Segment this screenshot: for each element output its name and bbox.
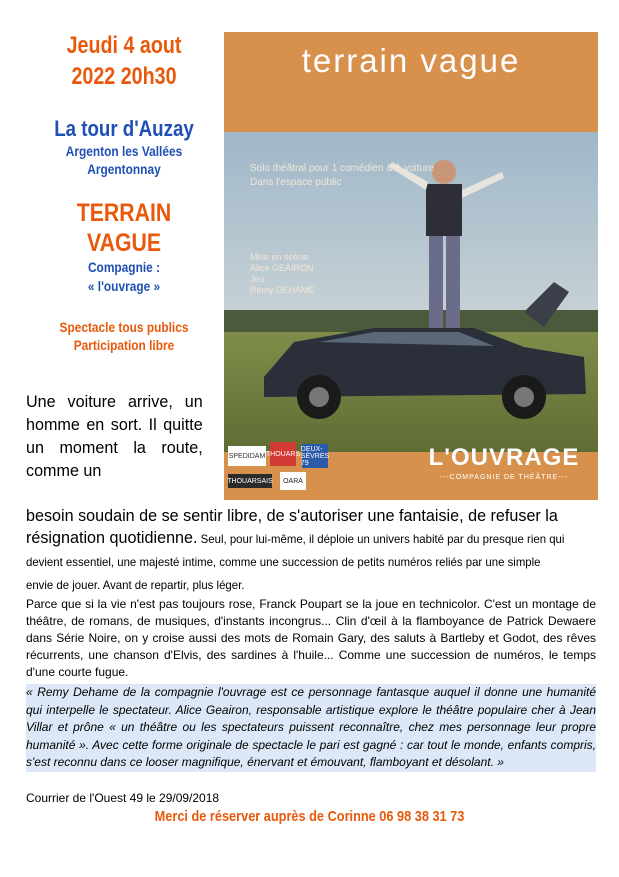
sponsor-logo-spedidam: SPEDIDAM bbox=[228, 446, 266, 466]
intro-body: Seul, pour lui-même, il déploie un univers habité par du presque rien qui devient essentiel, une majesté intime, comme une succession de petits numéros reliés par une simple envie de jouer. Avant de repartir, plus léger. bbox=[26, 532, 565, 592]
show-title bbox=[39, 198, 209, 258]
company-name: « l'ouvrage » bbox=[87, 278, 161, 294]
poster-image bbox=[224, 32, 598, 500]
company-logo: L'OUVRAGE bbox=[428, 444, 580, 471]
press-source: Courrier de l'Ouest 49 le 29/09/2018 bbox=[26, 791, 220, 805]
credit-line-1: Mise en scène bbox=[250, 252, 309, 262]
poster-credits bbox=[250, 252, 315, 296]
intro-text-wide bbox=[26, 505, 568, 596]
poster-tagline bbox=[250, 162, 434, 190]
sponsor-logo-oara: OARA bbox=[280, 472, 306, 490]
venue-city: Argenton les Vallées bbox=[65, 143, 183, 159]
description-paragraph: Parce que si la vie n'est pas toujours rose, Franck Poupart se la joue en technicolor. C'est un montage de théâtre, de romans, de musiques, d'instants incongrus... Clin d'œil à la flamboyance de Patrick Dewaere dans Série Noire, on y croise aussi des mots de Romain Gary, des saluts à Bartleby et Godot, des rêves récurrents, une chanson d'Elvis, des sardines à l'huile... Comme une succession de numéros, le temps d'une courte fugue. bbox=[26, 597, 596, 679]
venue-name: La tour d'Auzay bbox=[54, 116, 194, 141]
venue-area: Argentonnay bbox=[87, 161, 161, 177]
booking-contact: Merci de réserver auprès de Corinne 06 98 38 31 73 bbox=[154, 808, 465, 825]
intro-text-narrow: Une voiture arrive, un homme en sort. Il quitte un moment la route, comme un bbox=[26, 392, 203, 480]
date-line-1: Jeudi 4 aout bbox=[66, 32, 182, 59]
sponsor-logo-deux-sevres: DEUX-SÈVRES 79 bbox=[300, 445, 330, 467]
show-title-line-1: TERRAIN bbox=[76, 199, 172, 227]
intro-lead: besoin soudain de se sentir libre, de s'autoriser une fantaisie, de refuser la résignation quotidienne. bbox=[26, 506, 558, 547]
audience-label: Spectacle tous publics bbox=[59, 319, 189, 335]
credit-line-3: Jeu bbox=[250, 274, 265, 284]
event-info bbox=[24, 30, 224, 354]
company-label: Compagnie : bbox=[87, 259, 161, 275]
poster-tagline-1: Solo théâtral pour 1 comédien & 1 voiture bbox=[250, 163, 434, 174]
credit-line-2: Alice GEAIRON bbox=[250, 263, 314, 273]
participation-label: Participation libre bbox=[73, 337, 175, 353]
sponsor-logo-thouarsais: THOUARSAIS bbox=[228, 474, 272, 488]
credit-line-4: Rémy DEHAME bbox=[250, 285, 315, 295]
poster-tagline-2: Dans l'espace public bbox=[250, 177, 342, 188]
date-line-2: 2022 20h30 bbox=[71, 63, 177, 90]
show-title-line-2: VAGUE bbox=[86, 229, 162, 257]
press-quote: « Remy Dehame de la compagnie l'ouvrage est ce personnage fantasque auquel il donne une humanité qui interpelle le spectateur. Alice Geairon, responsable artistique explore le théâtre populaire cher à Jean Villar et prône « un théâtre ou les spectateurs puissent reconnaître, chez mes personnage leur propre humanité ». Avec cette forme originale de spectacle le pari est gagné : car tout le monde, enfants compris, s'est reconnu dans ce looser magnifique, énervant et émouvant, flamboyant et désolant. » bbox=[26, 684, 596, 772]
company-logo-subtitle: ---COMPAGNIE DE THÉÂTRE--- bbox=[439, 474, 569, 481]
event-date bbox=[42, 30, 206, 92]
sponsor-logo-thouars: THOUARS bbox=[270, 442, 296, 466]
poster-title: terrain vague bbox=[301, 42, 521, 79]
audience-text bbox=[39, 318, 209, 354]
